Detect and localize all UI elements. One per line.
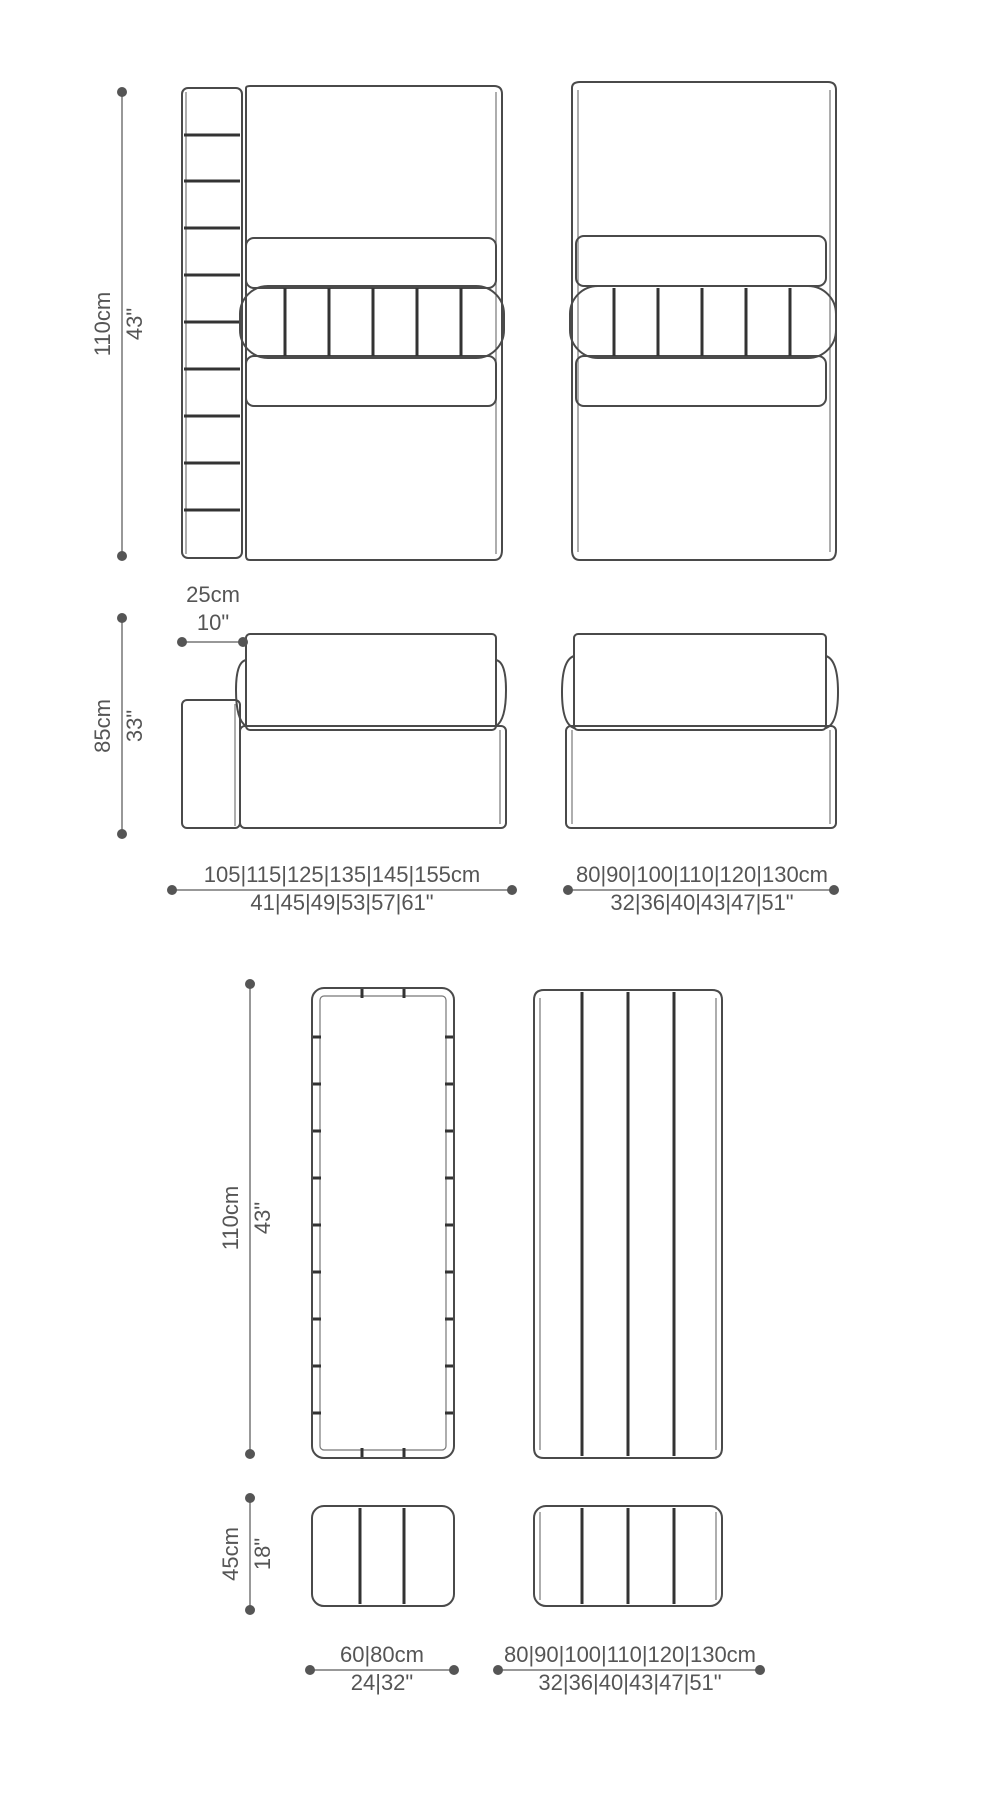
center-module-widths-in-label: 32|36|40|43|47|51": [610, 890, 794, 915]
arm-module-widths-in-label: 41|45|49|53|57|61": [250, 890, 434, 915]
armrest-segment-seams: [184, 135, 240, 510]
armrest-width-cm-label: 25cm: [186, 582, 240, 607]
small-ottoman-front-view: [312, 1506, 454, 1606]
sofa-depth-dimension: [90, 87, 147, 561]
small-ottoman-widths-cm-label: 60|80cm: [340, 1642, 424, 1667]
arm-module-front-view: [182, 634, 506, 828]
arm-module-width-dimension: [167, 862, 517, 915]
large-ottoman-top-view: [534, 990, 722, 1458]
ottoman-height-dimension: [218, 1493, 275, 1615]
backrest-seams: [614, 288, 790, 356]
backrest-seams: [285, 288, 461, 356]
ottoman-depth-cm-label: 110cm: [218, 1185, 243, 1251]
arm-module-top-view: [182, 86, 504, 560]
ottoman-edge-seams: [313, 989, 453, 1457]
small-ottoman-width-dimension: [305, 1642, 459, 1695]
sofa-depth-in-label: 43": [122, 307, 147, 341]
sofa-height-in-label: 33": [122, 709, 147, 743]
center-module-width-dimension: [563, 862, 839, 915]
arm-module-widths-cm-label: 105|115|125|135|145|155cm: [203, 862, 481, 887]
center-module-front-view: [562, 634, 838, 828]
sofa-height-cm-label: 85cm: [90, 699, 115, 753]
sofa-depth-cm-label: 110cm: [90, 291, 115, 357]
ottoman-top-seams: [582, 992, 674, 1456]
ottoman-depth-in-label: 43": [250, 1201, 275, 1235]
large-ottoman-widths-in-label: 32|36|40|43|47|51": [538, 1670, 722, 1695]
small-ottoman-top-view: [312, 988, 454, 1458]
ottoman-height-in-label: 18": [250, 1537, 275, 1571]
ottoman-depth-dimension: [218, 979, 275, 1459]
armrest-width-in-label: 10": [196, 610, 230, 635]
ottoman-height-cm-label: 45cm: [218, 1527, 243, 1581]
center-module-top-view: [570, 82, 836, 560]
small-ottoman-widths-in-label: 24|32": [350, 1670, 414, 1695]
large-ottoman-front-view: [534, 1506, 722, 1606]
sofa-height-dimension: [90, 613, 147, 839]
armrest-width-dimension: [177, 582, 248, 647]
center-module-widths-cm-label: 80|90|100|110|120|130cm: [575, 862, 829, 887]
large-ottoman-width-dimension: [493, 1642, 765, 1695]
large-ottoman-widths-cm-label: 80|90|100|110|120|130cm: [503, 1642, 757, 1667]
